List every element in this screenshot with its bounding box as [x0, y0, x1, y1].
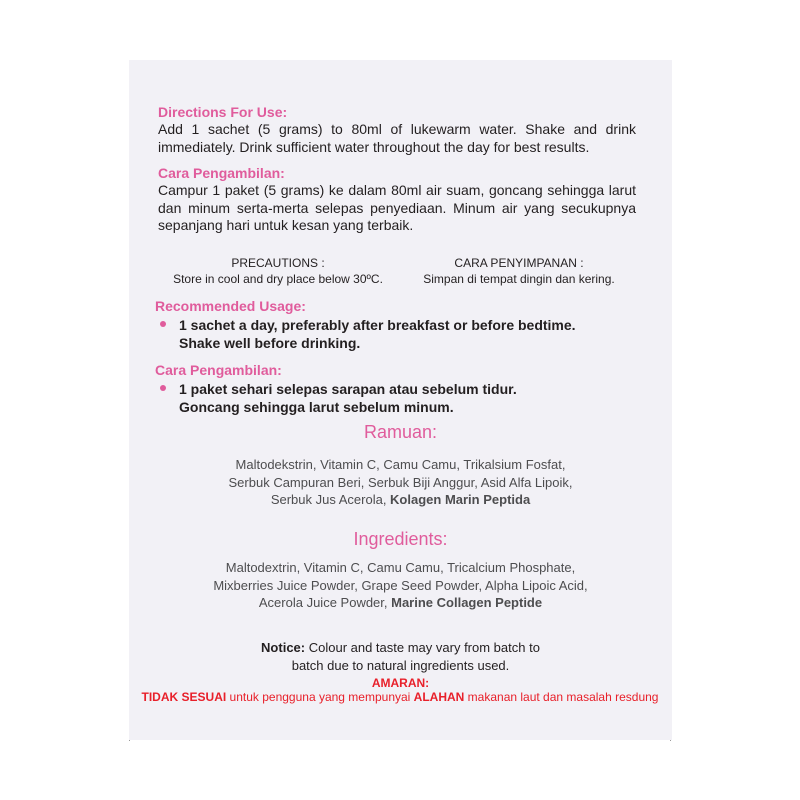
recommended-usage-line: 1 sachet a day, preferably after breakfast or before bedtime. [179, 317, 576, 333]
directions-text [158, 121, 636, 156]
cara-pengambilan-2-line: Goncang sehingga larut sebelum minum. [179, 399, 454, 415]
ingredients-last-plain: Acerola Juice Powder, [258, 595, 392, 610]
ingredients-last-bold: Marine Collagen Peptide [391, 595, 543, 610]
cara-pengambilan-2-text [179, 380, 517, 416]
cara-pengambilan-heading: Cara Pengambilan: [158, 165, 285, 181]
warning-text [0, 690, 800, 704]
ramuan-last-plain: Serbuk Jus Acerola, [270, 492, 391, 507]
corner-mark-right [670, 740, 671, 741]
ramuan-line: Maltodekstrin, Vitamin C, Camu Camu, Trikalsium Fosfat, [235, 457, 566, 472]
precautions-title: PRECAUTIONS : [231, 256, 325, 270]
notice-text-1: Colour and taste may vary from batch to [305, 640, 540, 655]
notice-line-1 [129, 639, 672, 657]
ramuan-line: Serbuk Campuran Beri, Serbuk Biji Anggur, Asid Alfa Lipoik, [228, 474, 573, 490]
corner-mark-left [129, 740, 130, 741]
storage-title: CARA PENYIMPANAN : [454, 256, 584, 270]
storage-text: Simpan di tempat dingin dan kering. [423, 272, 615, 286]
ramuan-heading: Ramuan: [363, 422, 438, 442]
ingredients-list [129, 559, 672, 612]
notice-block [129, 639, 672, 674]
recommended-usage-line: Shake well before drinking. [179, 335, 361, 351]
ramuan-list [129, 456, 672, 509]
ramuan-line [129, 491, 672, 509]
cara-pengambilan-line: sepanjang hari untuk kesan yang terbaik. [158, 217, 414, 233]
cara-pengambilan-2-heading: Cara Pengambilan: [155, 362, 282, 378]
recommended-usage-text [179, 316, 576, 352]
notice-text-2: batch due to natural ingredients used. [291, 657, 510, 673]
directions-heading: Directions For Use: [158, 104, 288, 120]
ingredients-line: Maltodextrin, Vitamin C, Camu Camu, Tricalcium Phosphate, [225, 560, 576, 575]
notice-label: Notice: [261, 640, 306, 655]
warning-bold-2: ALAHAN [413, 690, 465, 704]
warning-bold-1: TIDAK SESUAI [141, 690, 227, 704]
cara-pengambilan-2-line: 1 paket sehari selepas sarapan atau sebelum tidur. [179, 381, 517, 397]
recommended-usage-heading: Recommended Usage: [155, 298, 306, 314]
bullet-icon [160, 321, 166, 327]
precautions-text: Store in cool and dry place below 30ºC. [173, 272, 383, 286]
cara-pengambilan-text [158, 182, 636, 235]
storage-block [389, 255, 649, 287]
ingredients-line: Mixberries Juice Powder, Grape Seed Powder, Alpha Lipoic Acid, [213, 577, 588, 593]
cara-pengambilan-line: Campur 1 paket (5 grams) ke dalam 80ml air suam, goncang sehingga larut [158, 182, 636, 198]
precautions-block [148, 255, 408, 287]
ingredients-heading: Ingredients: [353, 529, 448, 549]
bullet-icon [160, 385, 166, 391]
ingredients-line [129, 594, 672, 612]
warning-text-1: untuk pengguna yang mempunyai [226, 690, 414, 704]
ramuan-last-bold: Kolagen Marin Peptida [390, 492, 531, 507]
warning-title: AMARAN: [371, 676, 430, 690]
directions-line: immediately. Drink sufficient water throughout the day for best results. [158, 138, 590, 155]
cara-pengambilan-line: dan minum serta-merta selepas penyediaan. Minum air yang secukupnya [158, 199, 636, 216]
warning-text-2: makanan laut dan masalah resdung [464, 690, 659, 704]
directions-line: Add 1 sachet (5 grams) to 80ml of lukewarm water. Shake and drink [158, 121, 636, 137]
